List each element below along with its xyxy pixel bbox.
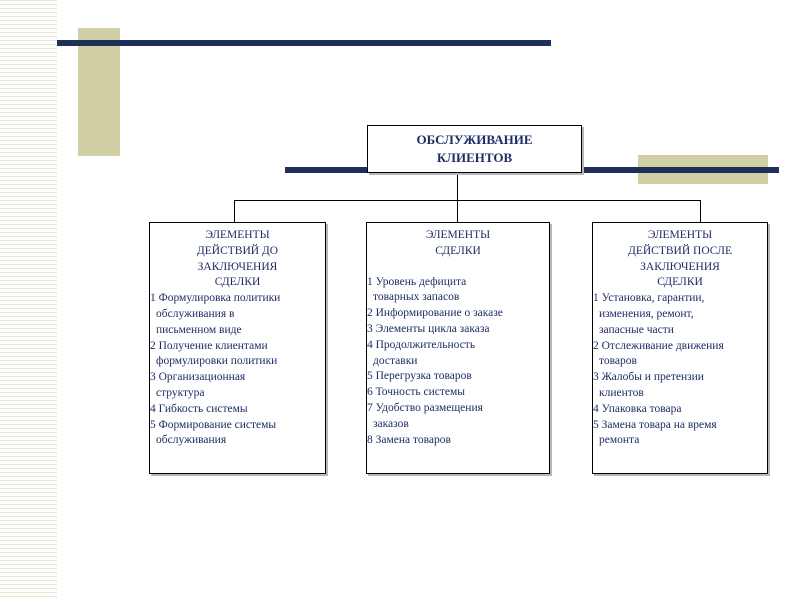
heading-line: ДЕЙСТВИЙ ДО — [196, 244, 279, 257]
list-item-continuation: ремонта — [599, 434, 640, 447]
list-item: 1 Формулировка политики — [150, 292, 281, 305]
list-item-continuation: формулировки политики — [156, 355, 278, 368]
list-item: 3 Жалобы и претензии — [593, 371, 704, 384]
list-item-continuation: запасные части — [599, 323, 674, 336]
list-item-continuation: заказов — [373, 417, 409, 430]
post-transaction-list — [593, 291, 767, 449]
list-item: 1 Уровень дефицита — [367, 275, 467, 288]
list-item-continuation: товарных запасов — [373, 291, 460, 304]
list-item-continuation: изменения, ремонт, — [599, 307, 694, 320]
post-transaction-box — [592, 222, 768, 474]
list-item-continuation: письменном виде — [156, 323, 242, 336]
transaction-heading — [367, 228, 549, 260]
list-item: 5 Формирование системы — [150, 418, 277, 431]
pre-transaction-heading — [150, 228, 325, 291]
list-item: 3 Организационная — [150, 371, 246, 384]
connector-vertical-top — [457, 173, 458, 201]
list-item: 2 Информирование о заказе — [367, 307, 503, 320]
navy-bar-top — [57, 40, 551, 46]
post-transaction-heading — [593, 228, 767, 291]
heading-line: ЭЛЕМЕНТЫ — [647, 229, 713, 241]
customer-service-box — [367, 125, 582, 173]
list-item-continuation: обслуживания в — [156, 307, 235, 320]
connector-center-drop — [457, 200, 458, 222]
list-item: 3 Элементы цикла заказа — [367, 322, 490, 335]
connector-horizontal — [234, 200, 700, 201]
list-item: 4 Гибкость системы — [150, 402, 248, 415]
pre-transaction-list — [150, 291, 325, 449]
heading-line: СДЕЛКИ — [214, 276, 261, 289]
transaction-box — [366, 222, 550, 474]
transaction-list — [367, 275, 549, 449]
list-item-continuation: структура — [156, 386, 205, 399]
tan-block-top-left — [78, 28, 120, 156]
top-box-line2: КЛИЕНТОВ — [436, 150, 513, 165]
list-item: 2 Отслеживание движения — [593, 339, 724, 352]
heading-line: ЗАКЛЮЧЕНИЯ — [640, 260, 720, 273]
list-item: 1 Установка, гарантии, — [593, 292, 705, 305]
list-item: 7 Удобство размещения — [367, 401, 483, 414]
list-item: 2 Получение клиентами — [150, 339, 268, 352]
connector-right-drop — [700, 200, 701, 222]
list-item: 4 Упаковка товара — [593, 402, 682, 415]
list-item: 5 Замена товара на время — [593, 418, 717, 431]
heading-spacer — [367, 260, 549, 275]
list-item-continuation: клиентов — [599, 386, 644, 399]
top-box-line1: ОБСЛУЖИВАНИЕ — [416, 132, 533, 147]
list-item: 6 Точность системы — [367, 386, 465, 399]
decorative-stripes-overlay — [0, 0, 57, 600]
list-item: 8 Замена товаров — [367, 433, 451, 446]
heading-line: СДЕЛКИ — [435, 244, 481, 257]
heading-line: ЗАКЛЮЧЕНИЯ — [197, 260, 278, 273]
list-item: 5 Перегрузка товаров — [367, 370, 472, 383]
heading-line: СДЕЛКИ — [657, 276, 703, 289]
list-item-continuation: обслуживания — [156, 434, 227, 447]
heading-line: ЭЛЕМЕНТЫ — [205, 229, 270, 241]
list-item-continuation: товаров — [599, 355, 637, 368]
heading-line: ДЕЙСТВИЙ ПОСЛЕ — [628, 244, 732, 257]
heading-line: ЭЛЕМЕНТЫ — [425, 229, 491, 241]
list-item: 4 Продолжительность — [367, 338, 476, 351]
list-item-continuation: доставки — [373, 354, 418, 367]
pre-transaction-box — [149, 222, 326, 474]
connector-left-drop — [234, 200, 235, 222]
